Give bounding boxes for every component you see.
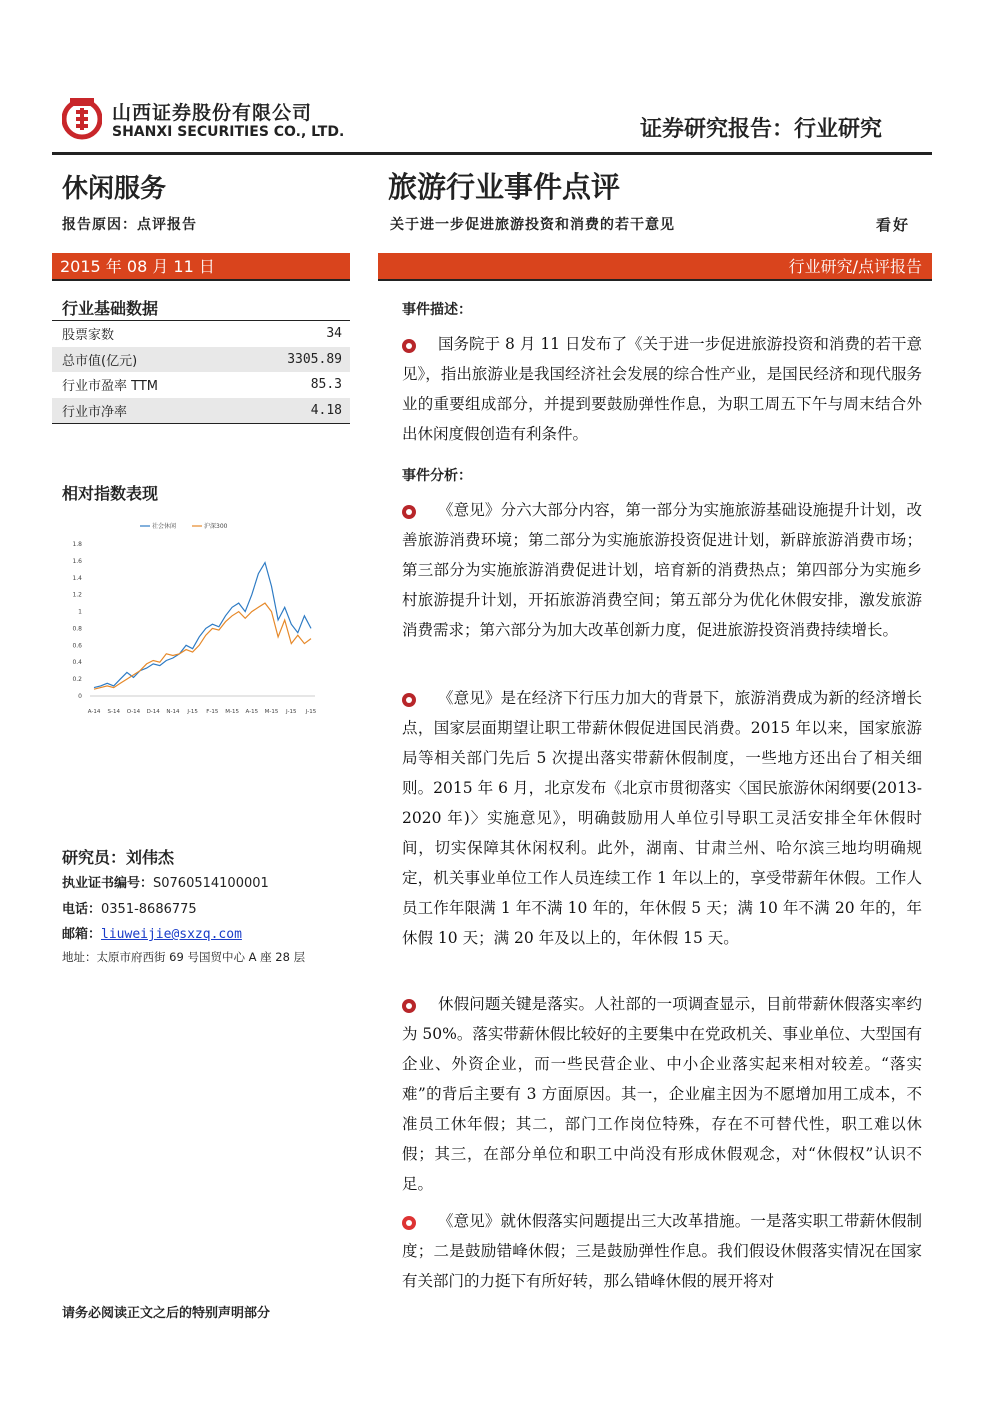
phone-label: 电话： [62,902,102,917]
industry-data-title: 行业基础数据 [62,299,159,318]
row-label: 总市值(亿元) [62,353,138,369]
address: 地址：太原市府西街 69 号国贸中心 A 座 28 层 [62,950,306,964]
company-name-en: SHANXI SECURITIES CO., LTD. [112,124,345,140]
industry-data-table [52,320,350,424]
x-tick-label: S-14 [107,709,120,715]
x-tick-label: F-15 [206,709,219,715]
row-label: 股票家数 [62,328,115,344]
event-title: 旅游行业事件点评 [388,170,621,204]
x-tick-label: J-15 [305,709,317,715]
event-description-heading: 事件描述： [402,302,472,318]
y-tick-label: 1.2 [72,591,82,599]
paragraph-event: 国务院于 8 月 11 日发布了《关于进一步促进旅游投资和消费的若干意见》，指出旅游业是我国经济社会发展的综合性产业，是国民经济和现代服务业的重要组成部分，并提到要鼓励弹性作息，为职工周五下午与周末结合外出休闲度假创造有利条件。 [402,335,922,443]
table-row [52,372,350,398]
row-label: 行业市盈率 TTM [62,379,159,395]
email-label: 邮箱： [62,927,102,942]
performance-title: 相对指数表现 [62,484,159,503]
paragraph-analysis-2: 《意见》是在经济下行压力加大的背景下，旅游消费成为新的经济增长点，国家层面期望让职工带薪休假促进国民消费。2015 年以来，国家旅游局等相关部门先后 5 次提出落实带薪休假制度，一些地方还出台了相关细则。2015 年 6 月，北京发布《北京市贯彻落实〈国民旅游休闲纲要(2013-2020 年)〉实施意见》，明确鼓励用人单位引导职工灵活安排全年休假时间，切实保障其休闲权利。此外，湖南、甘肃兰州、哈尔滨三地均明确规定，机关事业单位工作人员连续工作 1 年以上的，享受带薪年休假。工作人员工作年限满 1 年不满 10 年的，年休假 5 天；满 10 年不满 20 年的，年休假 10 天；满 20 年及以上的，年休假 15 天。 [402,689,922,947]
header-divider [52,152,932,155]
phone [62,898,197,917]
y-tick-label: 0.6 [72,642,82,650]
row-label: 行业市净率 [62,404,128,420]
sector-title: 休闲服务 [62,174,167,204]
row-value: 85.3 [310,377,342,393]
x-tick-label: A-15 [245,709,259,715]
table-row [52,321,350,347]
x-tick-label: D-14 [146,709,160,715]
y-tick-label: 0 [78,693,82,700]
paragraph-analysis-4: 《意见》就休假落实问题提出三大改革措施。一是落实职工带薪休假制度；二是鼓励错峰休假；三是鼓励弹性作息。我们假设休假落实情况在国家有关部门的力挺下有所好转，那么错峰休假的展开将对 [402,1212,922,1290]
report-subject: 关于进一步促进旅游投资和消费的若干意见 [390,217,675,233]
company-name-cn: 山西证券股份有限公司 [112,102,313,124]
y-tick-label: 1 [78,608,82,616]
report-type: 证券研究报告：行业研究 [640,117,883,142]
y-tick-label: 0.2 [72,676,82,684]
cert-number [62,872,269,891]
date-band: 2015 年 08 月 11 日 [52,253,350,281]
relative-index-chart [60,516,330,721]
disclaimer: 请务必阅读正文之后的特别声明部分 [62,1306,271,1321]
row-value: 4.18 [310,402,342,418]
legend-label: 社会休闲 [152,523,177,530]
x-tick-label: M-15 [264,709,279,715]
row-value: 34 [326,326,342,342]
x-tick-label: J-15 [286,709,297,715]
row-value: 3305.89 [287,351,342,367]
email [62,923,242,942]
cert-label: 执业证书编号： [62,876,154,891]
paragraph-analysis-1: 《意见》分六大部分内容，第一部分为实施旅游基础设施提升计划，改善旅游消费环境；第二部分为实施旅游投资促进计划，新辟旅游消费市场；第三部分为实施旅游消费促进计划，培育新的消费热点；第四部分为实施乡村旅游提升计划，开拓旅游消费空间；第五部分为优化休假安排，激发旅游消费需求；第六部分为加大改革创新力度，促进旅游投资消费持续增长。 [402,501,922,639]
y-tick-label: 1.4 [72,574,82,582]
x-tick-label: O-14 [126,709,141,715]
paragraph-analysis-3: 休假问题关键是落实。人社部的一项调查显示，目前带薪休假落实率约为 50%。落实带薪休假比较好的主要集中在党政机关、事业单位、大型国有企业、外资企业，而一些民营企业、中小企业落实起来相对较差。“落实难”的背后主要有 3 方面原因。其一，企业雇主因为不愿增加用工成本，不准员工休年假；其二，部门工作岗位特殊，存在不可替代性，职工难以休假；其三，在部分单位和职工中尚没有形成休假观念，对“休假权”认识不足。 [402,995,922,1193]
y-tick-label: 1.8 [72,541,82,548]
x-tick-label: N-14 [166,709,180,715]
category-band: 行业研究/点评报告 [378,253,932,281]
table-row [52,347,350,373]
event-analysis-heading: 事件分析： [402,468,472,484]
email-link[interactable]: liuweijie@sxzq.com [101,927,242,942]
x-tick-label: M-15 [225,709,239,715]
company-logo [62,96,345,152]
y-tick-label: 0.8 [72,625,82,633]
logo-icon [62,96,102,142]
table-row [52,398,350,424]
x-tick-label: J-15 [187,709,198,715]
analyst-name: 研究员：刘伟杰 [62,848,175,867]
x-tick-label: A-14 [87,709,101,715]
y-tick-label: 0.4 [72,659,82,667]
phone-value: 0351-8686775 [101,902,197,917]
report-reason: 报告原因：点评报告 [62,217,197,233]
legend-label: 沪深300 [204,523,228,530]
rating: 看好 [876,216,911,234]
series-line [94,563,311,688]
y-tick-label: 1.6 [72,557,82,565]
cert-value: S0760514100001 [153,876,269,891]
series-line [94,603,311,689]
